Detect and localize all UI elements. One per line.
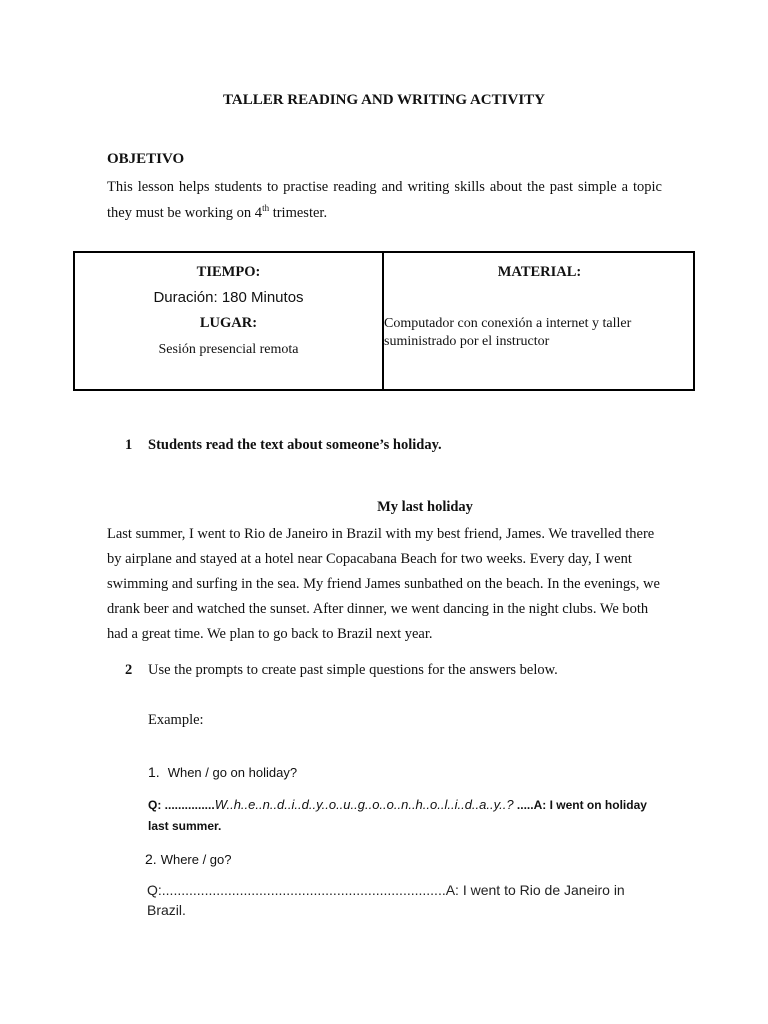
question-1-a-text: .....A: I went on holiday last summer. [148,798,647,833]
story-body: Last summer, I went to Rio de Janeiro in Brazil with my best friend, James. We travelled there by airplane and stayed at a hotel near Copacabana Beach for two weeks. Every day, I went swimming and surfing in the sea. My friend James sunbathed on the beach. In the evenings, we drank beer and watched the sunset. After dinner, we went dancing in the night clubs. We both had a great time. We plan to go back to Brazil next year. [107,526,660,642]
objective-text-main: This lesson helps students to practise reading and writing skills about the past simple a topic they must be working on 4 [107,179,662,221]
objective-text-superscript: th [262,203,270,213]
question-1-number: 1. [148,764,160,780]
material-value: Computador con conexión a internet y taller suministrado por el instructor [384,316,632,349]
duration-value: Duración: 180 Minutos [153,289,304,306]
question-1-prompt [148,764,297,780]
objective-text [107,177,662,224]
step1-number: 1 [125,437,133,453]
question-2-number: 2. [145,851,157,867]
info-table [73,251,695,391]
question-1-text: When / go on holiday? [167,765,298,780]
step2-instruction: Use the prompts to create past simple questions for the answers below. [148,662,558,678]
session-value: Sesión presencial remota [158,342,299,357]
example-label: Example: [148,712,204,728]
question-1-answer-line [148,794,668,837]
question-2-prompt [145,851,232,867]
objective-heading: OBJETIVO [107,151,185,167]
question-1-q-prefix: Q: ............... [148,798,215,812]
material-label: MATERIAL: [497,264,582,280]
objective-text-end: trimester. [269,204,328,221]
lugar-label: LUGAR: [199,315,258,331]
question-2-text: Where / go? [160,852,232,867]
tiempo-label: TIEMPO: [196,264,261,280]
story-title: My last holiday [377,499,473,515]
document-title: TALLER READING AND WRITING ACTIVITY [222,92,545,108]
question-1-example-answer: W..h..e..n..d..i..d..y..o..u..g..o..o..n..h..o..l..i..d..a..y..? [214,797,514,812]
step1-instruction: Students read the text about someone’s holiday. [148,437,442,453]
step2-number: 2 [125,662,133,678]
question-2-answer-line: Q:.........................................................................A: I went to Rio de Janeiro in Brazil. [147,882,625,918]
